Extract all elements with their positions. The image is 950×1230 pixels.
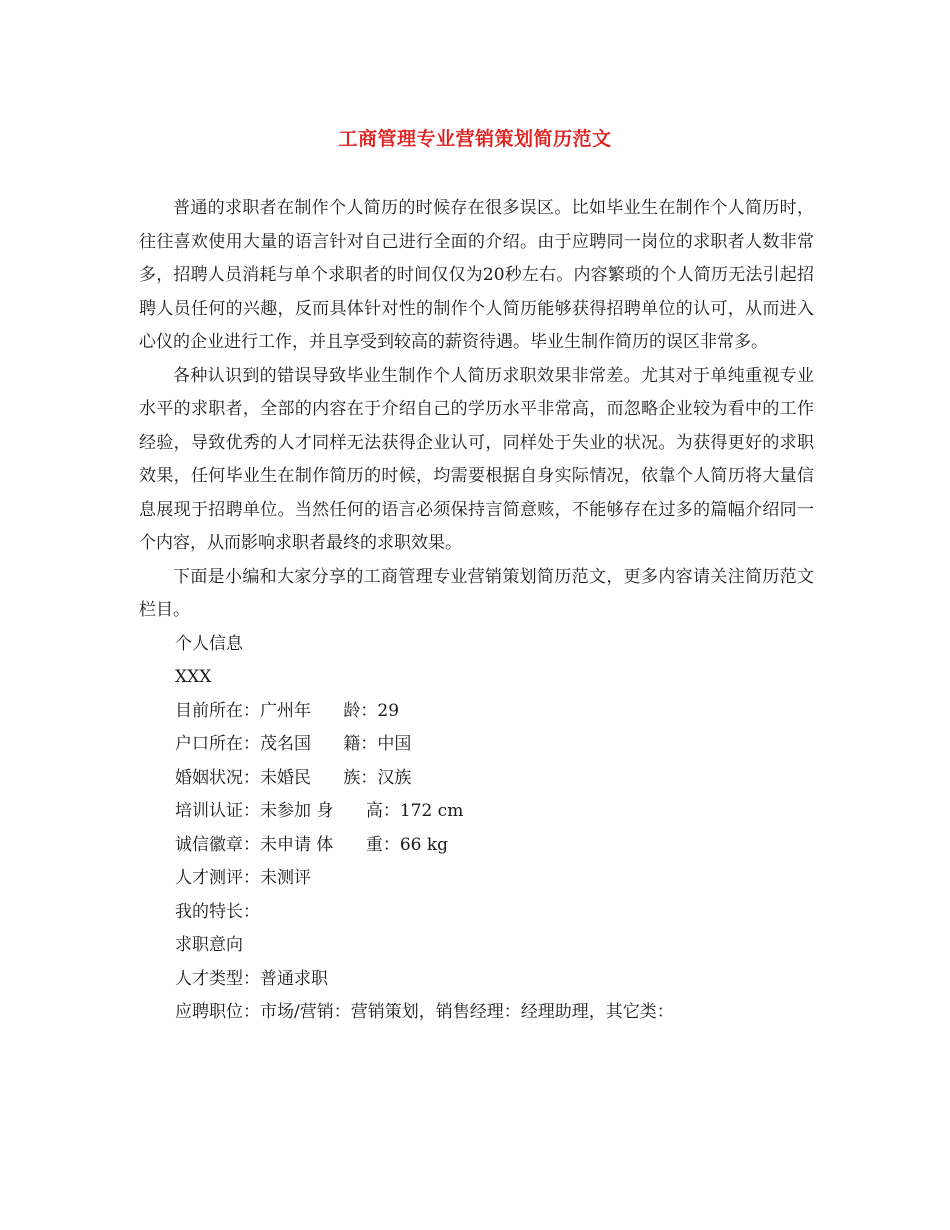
info-assessment: 人才测评：未测评 [175,868,311,888]
info-hukou-nationality: 户口所在：茂名国 籍：中国 [175,734,412,754]
info-marital-ethnicity: 婚姻状况：未婚民 族：汉族 [175,767,412,788]
paragraph-intro: 普通的求职者在制作个人简历的时候存在很多误区。比如毕业生在制作个人简历时，往往喜欢使用大量的语言针对自己进行全面的介绍。由于应聘同一岗位的求职者人数非常多，招聘人员消耗与单个求职者的时间仅仅为20秒左右。内容繁琐的个人简历无法引起招聘人员任何的兴趣，反而具体针对性的制作个人简历能够获得招聘单位的认可，从而进入心仪的企业进行工作，并且享受到较高的薪资待遇。毕业生制作简历的误区非常多。 [139,198,814,352]
info-name: XXX [175,667,212,687]
info-training-height: 培训认证：未参加 身 高：172 cm [175,801,464,821]
info-talent-type: 人才类型：普通求职 [175,968,328,989]
paragraph-share: 下面是小编和大家分享的工商管理专业营销策划简历范文，更多内容请关注简历范文栏目。 [139,566,814,620]
paragraph-mistakes: 各种认识到的错误导致毕业生制作个人简历求职效果非常差。尤其对于单纯重视专业水平的求职者，全部的内容在于介绍自己的学历水平非常高，而忽略企业较为看中的工作经验，导致优秀的人才同样无法获得企业认可，同样处于失业的状况。为获得更好的求职效果，任何毕业生在制作简历的时候，均需要根据自身实际情况，依靠个人简历将大量信息展现于招聘单位。当然任何的语言必须保持言简意赅，不能够存在过多的篇幅介绍同一个内容，从而影响求职者最终的求职效果。 [139,365,814,553]
document-body [139,192,814,1030]
document-title: 工商管理专业营销策划简历范文 [338,128,612,150]
info-position: 应聘职位：市场/营销：营销策划，销售经理：经理助理，其它类： [175,1002,674,1022]
section-job-intention: 求职意向 [175,935,243,955]
info-badge-weight: 诚信徽章：未申请 体 重：66 kg [175,834,449,855]
info-location-age: 目前所在：广州年 龄：29 [175,700,400,721]
info-specialty: 我的特长： [175,901,260,922]
section-personal-info: 个人信息 [175,633,243,654]
